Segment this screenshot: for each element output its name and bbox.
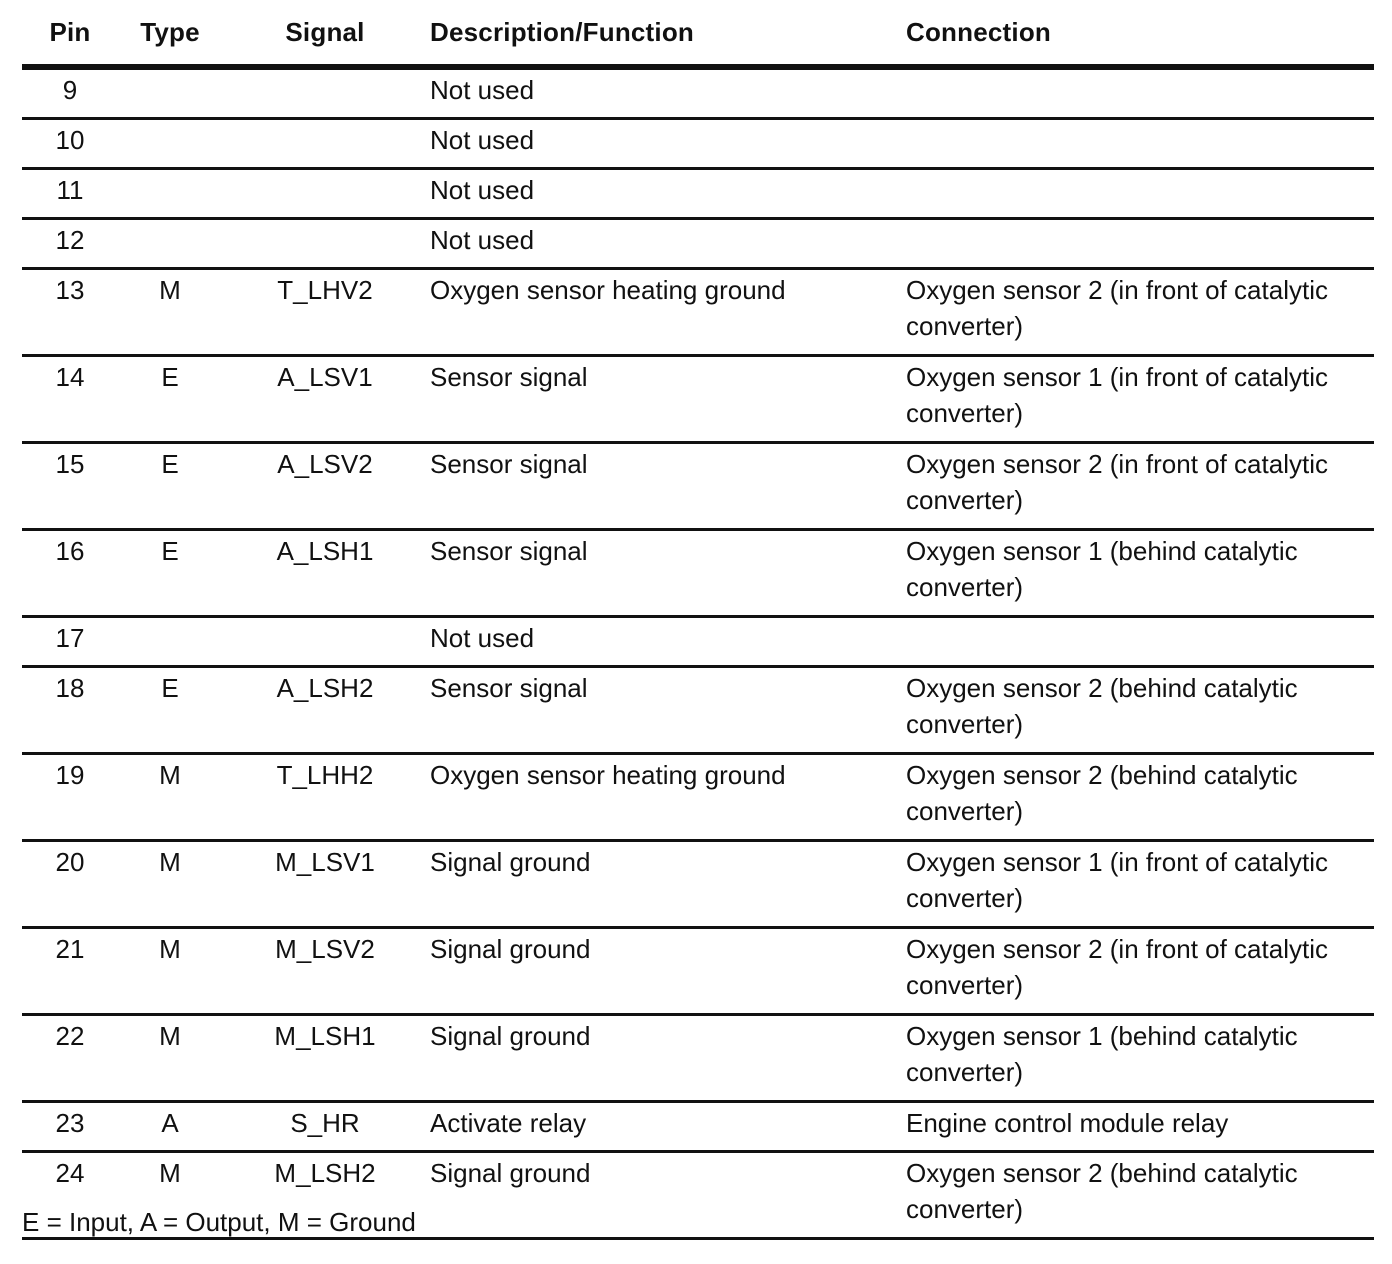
cell-signal: A_LSV1 [220, 356, 430, 443]
cell-type: E [120, 530, 220, 617]
cell-connection: Oxygen sensor 2 (in front of catalytic converter) [906, 443, 1374, 530]
cell-description: Not used [430, 219, 906, 269]
cell-signal [220, 617, 430, 667]
cell-signal: T_LHV2 [220, 269, 430, 356]
cell-description: Not used [430, 617, 906, 667]
type-legend: E = Input, A = Output, M = Ground [22, 1207, 416, 1237]
cell-type [120, 67, 220, 119]
cell-connection [906, 169, 1374, 219]
table-row [22, 1102, 1374, 1152]
cell-type: M [120, 928, 220, 1015]
cell-pin: 17 [22, 617, 120, 667]
header-signal: Signal [220, 0, 430, 67]
cell-pin: 24 [22, 1152, 120, 1239]
cell-signal [220, 119, 430, 169]
cell-connection: Oxygen sensor 1 (behind catalytic converter) [906, 530, 1374, 617]
cell-description: Oxygen sensor heating ground [430, 754, 906, 841]
cell-description: Oxygen sensor heating ground [430, 269, 906, 356]
table-row [22, 169, 1374, 219]
header-connection: Connection [906, 0, 1374, 67]
cell-pin: 16 [22, 530, 120, 617]
table-row [22, 667, 1374, 754]
table-body [22, 67, 1374, 1239]
cell-pin: 11 [22, 169, 120, 219]
cell-pin: 19 [22, 754, 120, 841]
cell-type [120, 617, 220, 667]
table-row [22, 219, 1374, 269]
cell-pin: 18 [22, 667, 120, 754]
header-row [22, 0, 1374, 67]
cell-connection [906, 617, 1374, 667]
cell-type: M [120, 1152, 220, 1239]
cell-type: E [120, 667, 220, 754]
cell-signal: M_LSH2 [220, 1152, 430, 1239]
cell-type [120, 219, 220, 269]
cell-pin: 14 [22, 356, 120, 443]
cell-type: M [120, 841, 220, 928]
cell-signal: A_LSH2 [220, 667, 430, 754]
table-row [22, 443, 1374, 530]
cell-description: Sensor signal [430, 667, 906, 754]
cell-pin: 20 [22, 841, 120, 928]
table-header [22, 0, 1374, 67]
header-pin: Pin [22, 0, 120, 67]
cell-description: Activate relay [430, 1102, 906, 1152]
cell-type: M [120, 269, 220, 356]
pin-assignment-document [22, 0, 1374, 1240]
cell-description: Signal ground [430, 841, 906, 928]
cell-signal: T_LHH2 [220, 754, 430, 841]
cell-signal [220, 219, 430, 269]
cell-connection: Oxygen sensor 1 (behind catalytic converter) [906, 1015, 1374, 1102]
cell-description: Not used [430, 67, 906, 119]
cell-connection: Oxygen sensor 2 (in front of catalytic converter) [906, 269, 1374, 356]
cell-pin: 22 [22, 1015, 120, 1102]
cell-connection [906, 67, 1374, 119]
cell-signal: A_LSV2 [220, 443, 430, 530]
cell-description: Signal ground [430, 928, 906, 1015]
cell-type: E [120, 356, 220, 443]
table-row [22, 617, 1374, 667]
cell-signal: A_LSH1 [220, 530, 430, 617]
cell-connection: Oxygen sensor 2 (behind catalytic converter) [906, 667, 1374, 754]
cell-type [120, 169, 220, 219]
cell-description: Not used [430, 169, 906, 219]
cell-pin: 9 [22, 67, 120, 119]
header-description: Description/Function [430, 0, 906, 67]
cell-signal: S_HR [220, 1102, 430, 1152]
cell-connection: Engine control module relay [906, 1102, 1374, 1152]
cell-description: Signal ground [430, 1152, 906, 1239]
cell-description: Not used [430, 119, 906, 169]
cell-pin: 15 [22, 443, 120, 530]
pin-assignment-table [22, 0, 1374, 1240]
header-type: Type [120, 0, 220, 67]
cell-pin: 13 [22, 269, 120, 356]
table-row [22, 1015, 1374, 1102]
cell-connection: Oxygen sensor 1 (in front of catalytic converter) [906, 356, 1374, 443]
cell-description: Sensor signal [430, 443, 906, 530]
cell-type: M [120, 1015, 220, 1102]
cell-pin: 21 [22, 928, 120, 1015]
cell-type: M [120, 754, 220, 841]
cell-pin: 23 [22, 1102, 120, 1152]
table-row [22, 530, 1374, 617]
cell-type: E [120, 443, 220, 530]
cell-pin: 10 [22, 119, 120, 169]
cell-signal [220, 169, 430, 219]
cell-connection: Oxygen sensor 2 (behind catalytic converter) [906, 1152, 1374, 1239]
cell-signal: M_LSV1 [220, 841, 430, 928]
cell-description: Signal ground [430, 1015, 906, 1102]
table-row [22, 841, 1374, 928]
cell-connection: Oxygen sensor 1 (in front of catalytic converter) [906, 841, 1374, 928]
table-row [22, 754, 1374, 841]
cell-description: Sensor signal [430, 530, 906, 617]
cell-connection: Oxygen sensor 2 (in front of catalytic converter) [906, 928, 1374, 1015]
cell-connection [906, 219, 1374, 269]
table-row [22, 269, 1374, 356]
cell-connection [906, 119, 1374, 169]
cell-type [120, 119, 220, 169]
cell-signal: M_LSV2 [220, 928, 430, 1015]
cell-signal: M_LSH1 [220, 1015, 430, 1102]
table-row [22, 119, 1374, 169]
cell-description: Sensor signal [430, 356, 906, 443]
table-row [22, 928, 1374, 1015]
table-row [22, 356, 1374, 443]
cell-signal [220, 67, 430, 119]
cell-type: A [120, 1102, 220, 1152]
cell-connection: Oxygen sensor 2 (behind catalytic converter) [906, 754, 1374, 841]
cell-pin: 12 [22, 219, 120, 269]
table-row [22, 67, 1374, 119]
